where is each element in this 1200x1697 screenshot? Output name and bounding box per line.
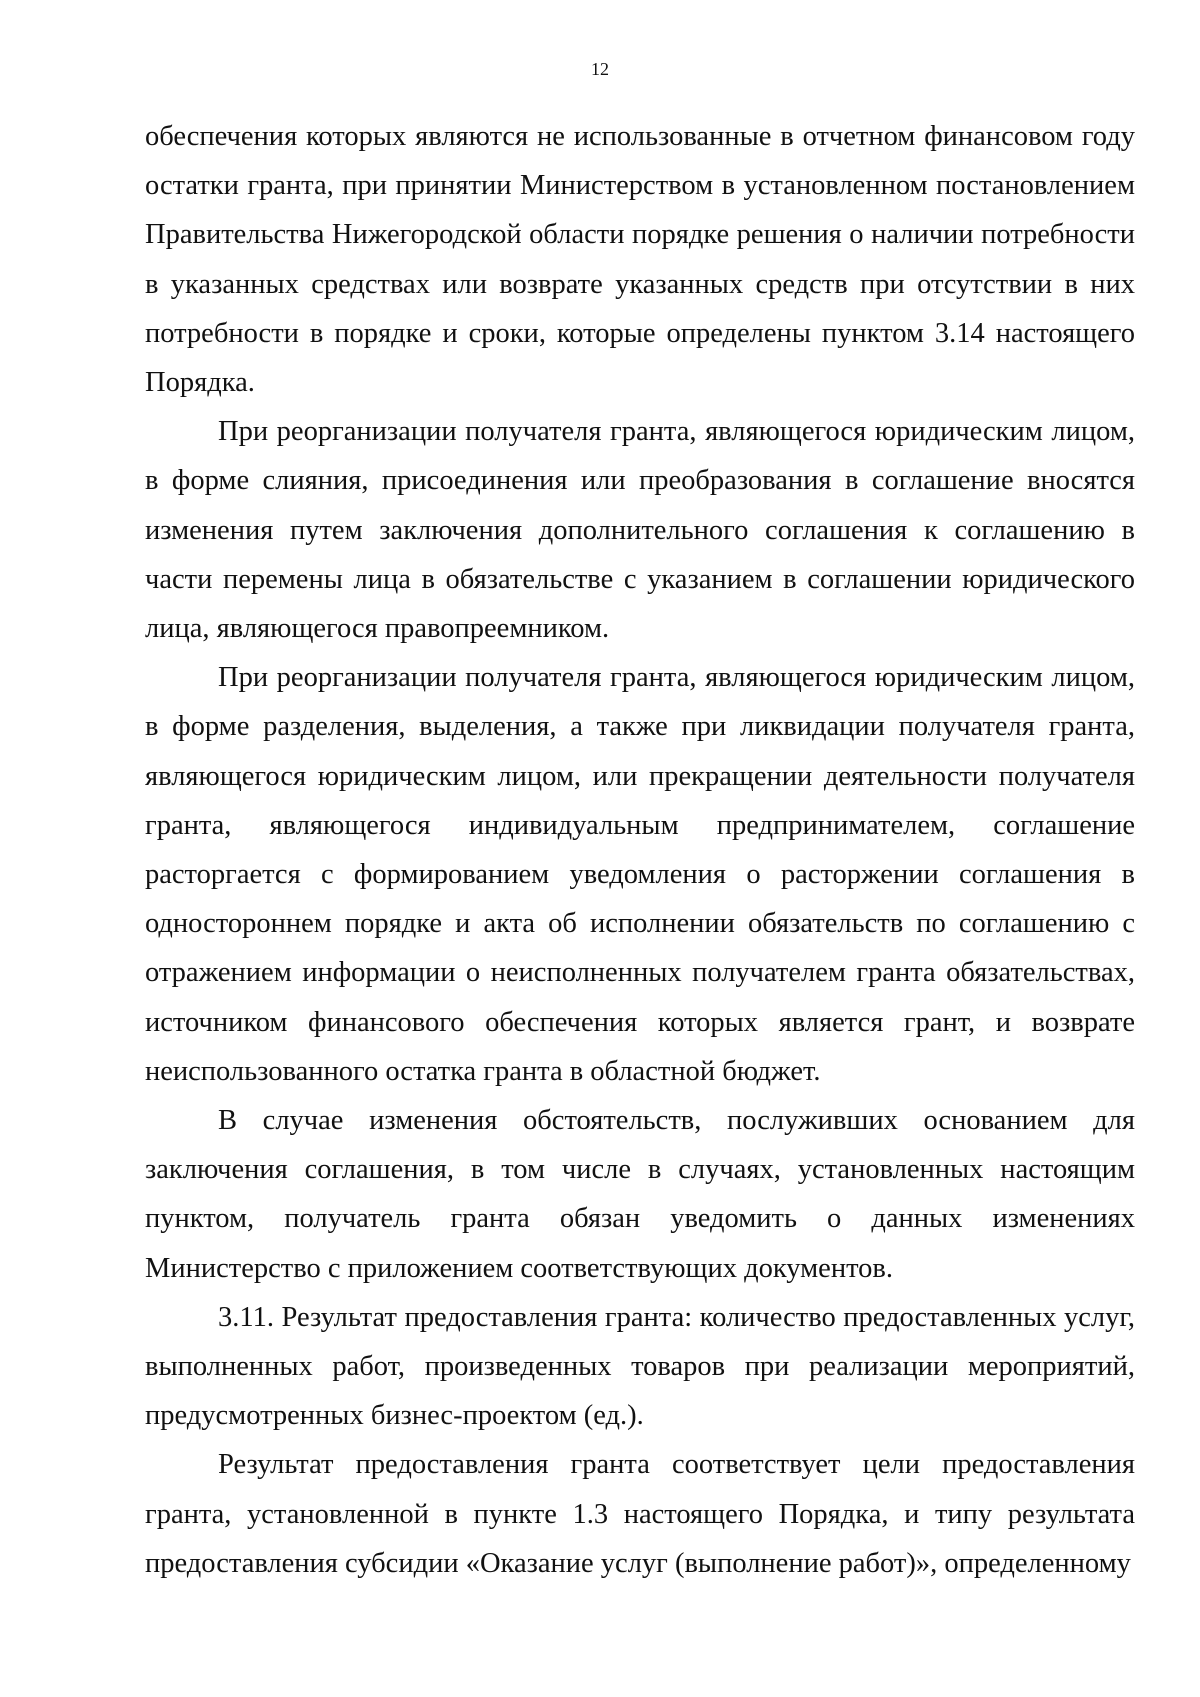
page-number: 12: [591, 59, 609, 79]
paragraph-1: обеспечения которых являются не использованные в отчетном финансовом году остатки гранта, при принятии Министерством в установленном постановлением Правительства Нижегородской области порядке решения о наличии потребности в указанных средствах или возврате указанных средств при отсутствии в них потребности в порядке и сроки, которые определены пунктом 3.14 настоящего Порядка.: [145, 121, 1135, 399]
paragraph-4: В случае изменения обстоятельств, послуживших основанием для заключения соглашения, в том числе в случаях, установленных настоящим пунктом, получатель гранта обязан уведомить о данных изменениях Министерство с приложением соответствующих документов.: [145, 1105, 1135, 1284]
document-body: [145, 112, 1135, 1588]
paragraph-2: При реорганизации получателя гранта, являющегося юридическим лицом, в форме слияния, присоединения или преобразования в соглашение вносятся изменения путем заключения дополнительного соглашения к соглашению в части перемены лица в обязательстве с указанием в соглашении юридического лица, являющегося правопреемником.: [145, 416, 1135, 645]
paragraph-3: При реорганизации получателя гранта, являющегося юридическим лицом, в форме разделения, выделения, а также при ликвидации получателя гранта, являющегося юридическим лицом, или прекращении деятельности получателя гранта, являющегося индивидуальным предпринимателем, соглашение расторгается с формированием уведомления о расторжении соглашения в одностороннем порядке и акта об исполнении обязательств по соглашению с отражением информации о неисполненных получателем гранта обязательствах, источником финансового обеспечения которых является грант, и возврате неиспользованного остатка гранта в областной бюджет.: [145, 662, 1135, 1087]
paragraph-6: Результат предоставления гранта соответствует цели предоставления гранта, установленной в пункте 1.3 настоящего Порядка, и типу результата предоставления субсидии «Оказание услуг (выполнение работ)», определенному: [145, 1449, 1135, 1579]
paragraph-5: 3.11. Результат предоставления гранта: количество предоставленных услуг, выполненных работ, произведенных товаров при реализации мероприятий, предусмотренных бизнес-проектом (ед.).: [145, 1301, 1135, 1432]
